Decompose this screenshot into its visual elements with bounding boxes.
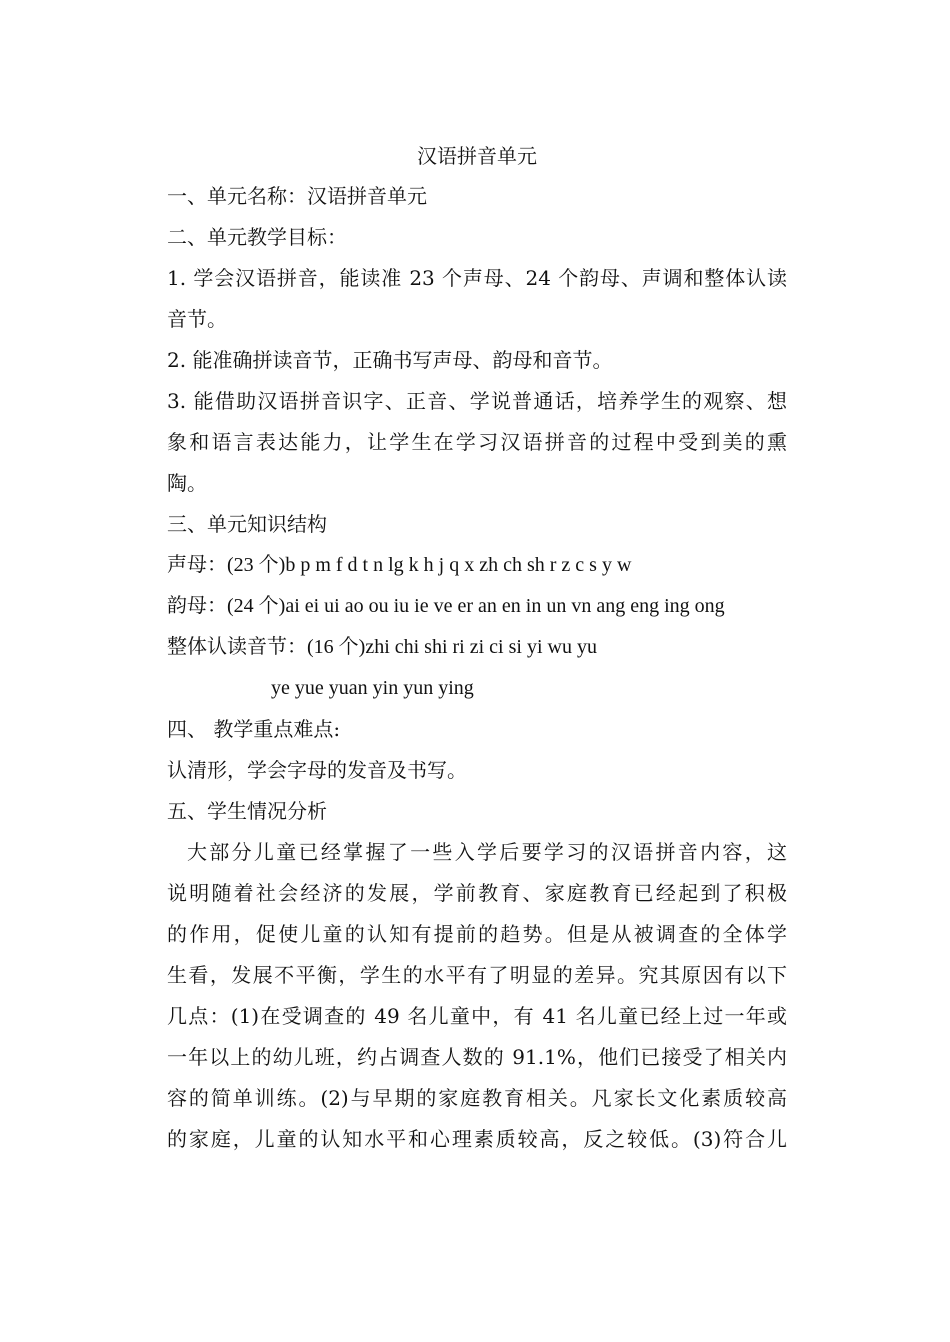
goal-3-line-3: 陶。 — [167, 471, 207, 495]
unit-name-heading: 一、单元名称：汉语拼音单元 — [167, 184, 427, 208]
key-difficulties-text: 认清形，学会字母的发音及书写。 — [167, 758, 467, 782]
knowledge-structure-heading: 三、单元知识结构 — [167, 512, 327, 536]
analysis-paragraph-line-5: 几点：(1)在受调查的 49 名儿童中，有 41 名儿童已经上过一年或 — [167, 1004, 787, 1028]
student-analysis-heading: 五、学生情况分析 — [167, 799, 327, 823]
whole-syllables-line-1: 整体认读音节：(16 个)zhi chi shi ri zi ci si yi wu yu — [167, 636, 597, 658]
goal-3-line-2: 象和语言表达能力，让学生在学习汉语拼音的过程中受到美的熏 — [167, 430, 787, 454]
key-difficulties-heading: 四、 教学重点难点: — [167, 717, 341, 741]
document-title: 汉语拼音单元 — [417, 144, 537, 168]
initials-line: 声母：(23 个)b p m f d t n lg k h j q x zh ch sh r z c s y w — [167, 554, 632, 576]
analysis-paragraph-line-3: 的作用，促使儿童的认知有提前的趋势。但是从被调查的全体学 — [167, 922, 787, 946]
goal-2: 2. 能准确拼读音节，正确书写声母、韵母和音节。 — [167, 348, 613, 372]
analysis-paragraph-line-4: 生看，发展不平衡，学生的水平有了明显的差异。究其原因有以下 — [167, 963, 787, 987]
whole-syllables-line-2: ye yue yuan yin yun ying — [271, 677, 474, 699]
goal-1-line-1: 1. 学会汉语拼音，能读准 23 个声母、24 个韵母、声调和整体认读 — [167, 266, 787, 290]
analysis-paragraph-line-1: 大部分儿童已经掌握了一些入学后要学习的汉语拼音内容，这 — [187, 840, 787, 864]
analysis-paragraph-line-2: 说明随着社会经济的发展，学前教育、家庭教育已经起到了积极 — [167, 881, 787, 905]
finals-line: 韵母：(24 个)ai ei ui ao ou iu ie ve er an en in un vn ang eng ing ong — [167, 595, 725, 617]
goal-1-line-2: 音节。 — [167, 307, 227, 331]
goals-heading: 二、单元教学目标： — [167, 225, 347, 249]
analysis-paragraph-line-6: 一年以上的幼儿班，约占调查人数的 91.1%，他们已接受了相关内 — [167, 1045, 787, 1069]
analysis-paragraph-line-7: 容的简单训练。(2)与早期的家庭教育相关。凡家长文化素质较高 — [167, 1086, 787, 1110]
goal-3-line-1: 3. 能借助汉语拼音识字、正音、学说普通话，培养学生的观察、想 — [167, 389, 787, 413]
analysis-paragraph-line-8: 的家庭，儿童的认知水平和心理素质较高，反之较低。(3)符合儿 — [167, 1127, 787, 1151]
